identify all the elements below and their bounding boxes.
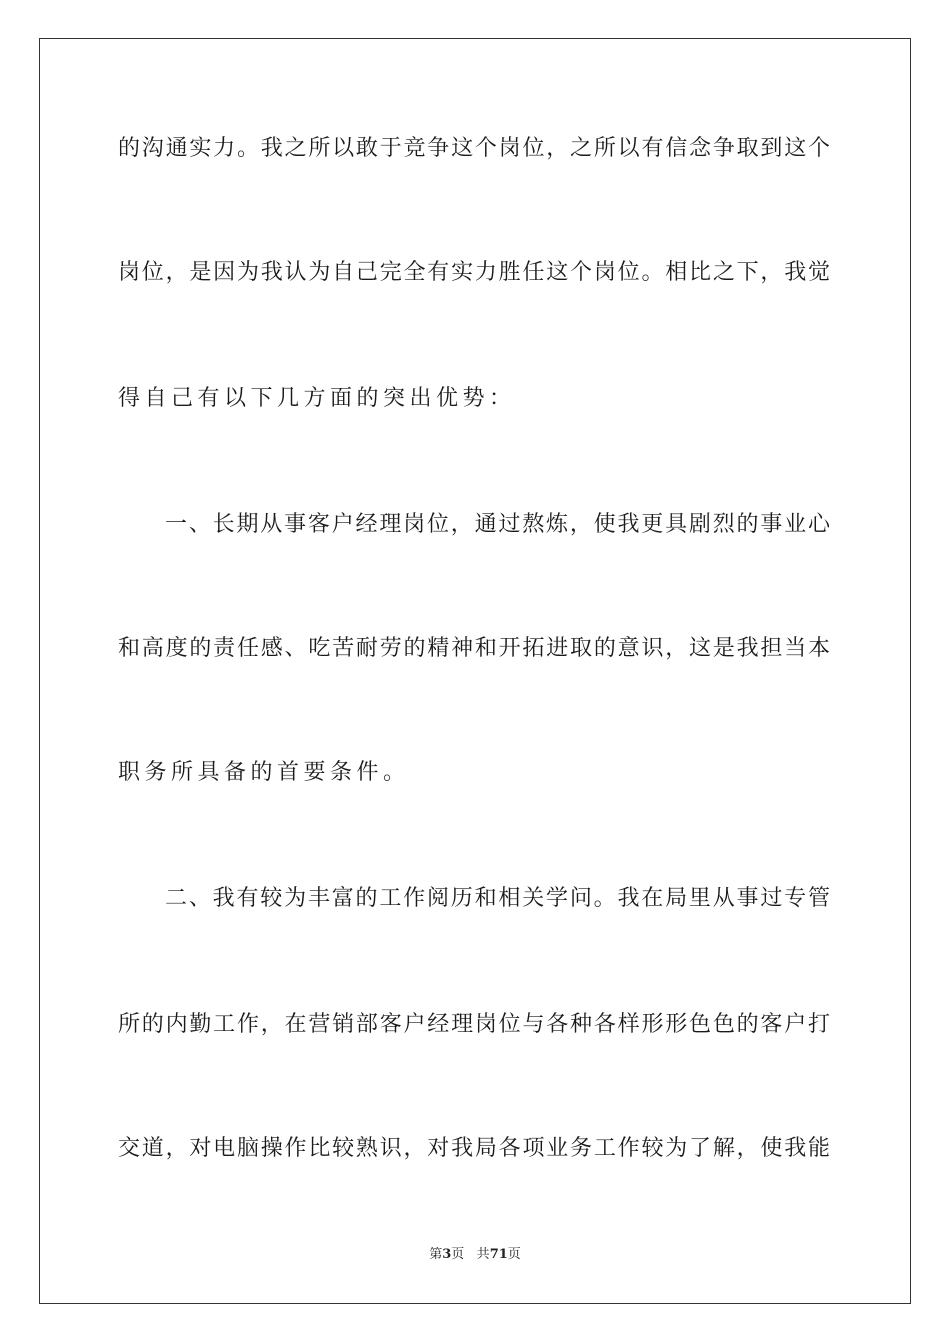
body-line-9: 交道，对电脑操作比较熟识，对我局各项业务工作较为了解，使我能 [118,1136,830,1161]
body-line-6: 职务所具备的首要条件。 [118,760,410,785]
total-suffix: 页 [507,1247,521,1262]
page-suffix: 页 [451,1247,465,1262]
body-line-1: 的沟通实力。我之所以敢于竞争这个岗位，之所以有信念争取到这个 [118,136,830,161]
page-number: 3 [442,1247,452,1262]
total-prefix: 共 [476,1247,490,1262]
body-line-3: 得自己有以下几方面的突出优势： [118,386,516,411]
body-line-4: 一、长期从事客户经理岗位，通过熬炼，使我更具剧烈的事业心 [165,512,830,537]
body-line-5: 和高度的责任感、吃苦耐劳的精神和开拓进取的意识，这是我担当本 [118,636,830,661]
page-footer [0,1246,950,1264]
total-pages: 71 [489,1247,508,1262]
body-line-7: 二、我有较为丰富的工作阅历和相关学问。我在局里从事过专管 [165,886,830,911]
page-prefix: 第 [429,1247,443,1262]
body-line-2: 岗位，是因为我认为自己完全有实力胜任这个岗位。相比之下，我觉 [118,260,830,285]
body-line-8: 所的内勤工作，在营销部客户经理岗位与各种各样形形色色的客户打 [118,1012,830,1037]
page-border [39,38,911,1304]
